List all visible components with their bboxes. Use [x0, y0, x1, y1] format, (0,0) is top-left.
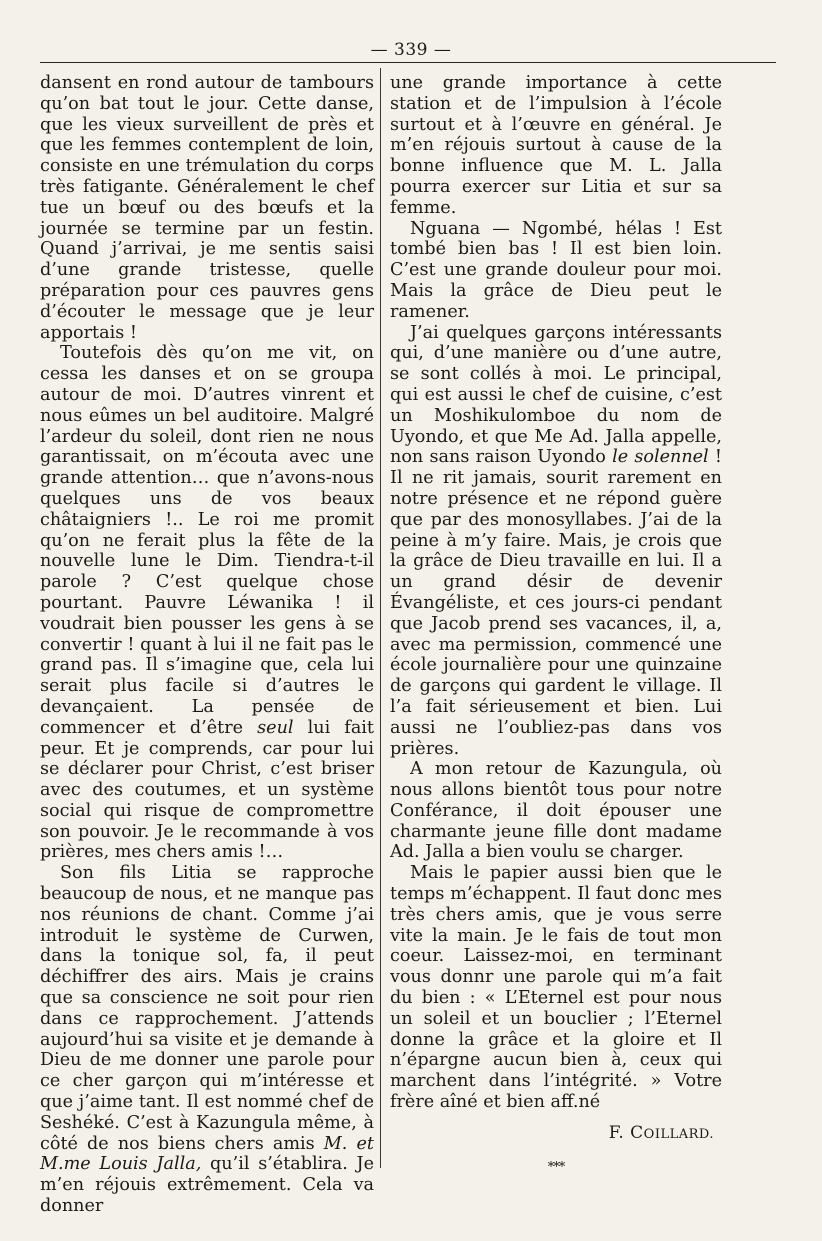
- paragraph: Nguana — Ngombé, hélas ! Est tombé bien bas ! Il est bien loin. C’est une grande douleur pour moi. Mais la grâce de Dieu peut le ramener.: [390, 218, 722, 322]
- signature-initial: F. C: [608, 1122, 644, 1143]
- paragraph: [40, 863, 374, 1217]
- left-column: [40, 73, 374, 1217]
- paragraph-text: Son fils Litia se rapproche beaucoup de nous, et ne manque pas nos réunions de chant. Comme j’ai introduit le système de Curwen, dans la tonique sol, fa, il peut déchiffrer des airs. Mais je crains que sa conscience ne soit pour rien dans ce rapprochement. J’attends aujourd’hui sa visite et je demande à Dieu de me donner une parole pour ce cher garçon qui m’intéresse et que j’aime tant. Il est nommé chef de Seshéké. C’est à Kazungula même, à côté de nos biens chers amis: [40, 863, 374, 1154]
- header-rule: [40, 62, 776, 63]
- paragraph: [390, 323, 722, 760]
- paragraph-text: lui fait peur. Et je comprends, car pour lui se déclarer pour Christ, c’est briser avec des coutumes, et un système social qui risque de compromettre son pouvoir. Je le recommande à vos prières, mes chers amis !…: [40, 717, 375, 863]
- emphasis-text: le solennel: [612, 447, 709, 468]
- paragraph: une grande importance à cette station et de l’impulsion à l’école surtout et à l’œuvre en général. Je m’en réjouis surtout à cause de la bonne influence que M. L. Jalla pourra exercer sur Litia et sur sa femme.: [390, 73, 722, 218]
- emphasis-text: M. et M.me Louis Jalla,: [40, 1133, 375, 1175]
- page-number: — 339 —: [370, 40, 452, 60]
- emphasis-text: seul: [257, 717, 294, 738]
- paragraph-text: qu’il s’établira. Je m’en réjouis extrêmement. Cela va donner: [40, 1154, 374, 1217]
- paragraph-text: Toutefois dès qu’on me vit, on cessa les danses et on se groupa autour de moi. D’autres vinrent et nous eûmes un bel auditoire. Malgré l’ardeur du soleil, dont rien ne nous garantissait, on m’écouta avec une grande attention… que n’avons-nous quelques uns de vos beaux châtaigniers !.. Le roi me promit qu’on ne ferait plus la fête de la nouvelle lune le Dim. Tiendra-t-il parole ? C’est quelque chose pourtant. Pauvre Léwanika ! il voudrait bien pousser les gens à se convertir ! quant à lui il ne fait pas le grand pas. Il s’imagine que, cela lui serait plus facile si d’autres le devançaient. La pensée de commencer et d’être: [40, 343, 374, 738]
- paragraph-text: ! Il ne rit jamais, sourit rarement en notre présence et ne répond guère que par des monosyllabes. J’ai de la peine à m’y faire. Mais, je crois que la grâce de Dieu travaille en lui. Il a un grand désir de devenir Évangéliste, et ces jours-ci pendant que Jacob prend ses vacances, il, a, avec ma permission, commencé une école journalière pour une quinzaine de garçons qui gardent le village. Il l’a fait sérieusement et bien. Lui aussi ne l’oubliez-pas dans vos prières.: [390, 447, 722, 759]
- paragraph-text: J’ai quelques garçons intéressants qui, d’une manière ou d’une autre, se sont collés à moi. Le principal, qui est aussi le chef de cuisine, c’est un Moshikulomboe du nom de Uyondo, et que Me Ad. Jalla appelle, non sans raison Uyondo: [390, 322, 722, 468]
- paragraph: Mais le papier aussi bien que le temps m’échappent. Il faut donc mes très chers amis, que je vous serre vite la main. Je le fais de tout mon coeur. Laissez-moi, en terminant vous donnr une parole qui m’a fait du bien : « L’Eternel est pour nous un soleil et un bouclier ; l’Eternel donne la grâce et la gloire et Il n’épargne aucun bien à, ceux qui marchent dans l’intégrité. » Votre frère aîné et bien aff.né: [390, 863, 722, 1113]
- paragraph: dansent en rond autour de tambours qu’on bat tout le jour. Cette danse, que les vieux surveillent de près et que les femmes contemplent de loin, consiste en une trémulation du corps très fatigante. Généralement le chef tue un bœuf ou des bœufs et la journée se termine par un festin. Quand j’arrivai, je me sentis saisi d’une grande tristesse, quelle préparation pour ces pauvres gens d’écouter le message que je leur apportais !: [40, 73, 374, 343]
- column-divider: [380, 68, 381, 1168]
- paragraph: [40, 343, 374, 863]
- signature-rest: OILLARD.: [643, 1126, 714, 1142]
- signature: [390, 1123, 722, 1146]
- paragraph: A mon retour de Kazungula, où nous allons bientôt tous pour notre Conférance, il doit épouser une charmante jeune fille dont madame Ad. Jalla a bien voulu se charger.: [390, 759, 722, 863]
- right-column: [390, 73, 722, 1178]
- asterism: ***: [547, 1159, 565, 1175]
